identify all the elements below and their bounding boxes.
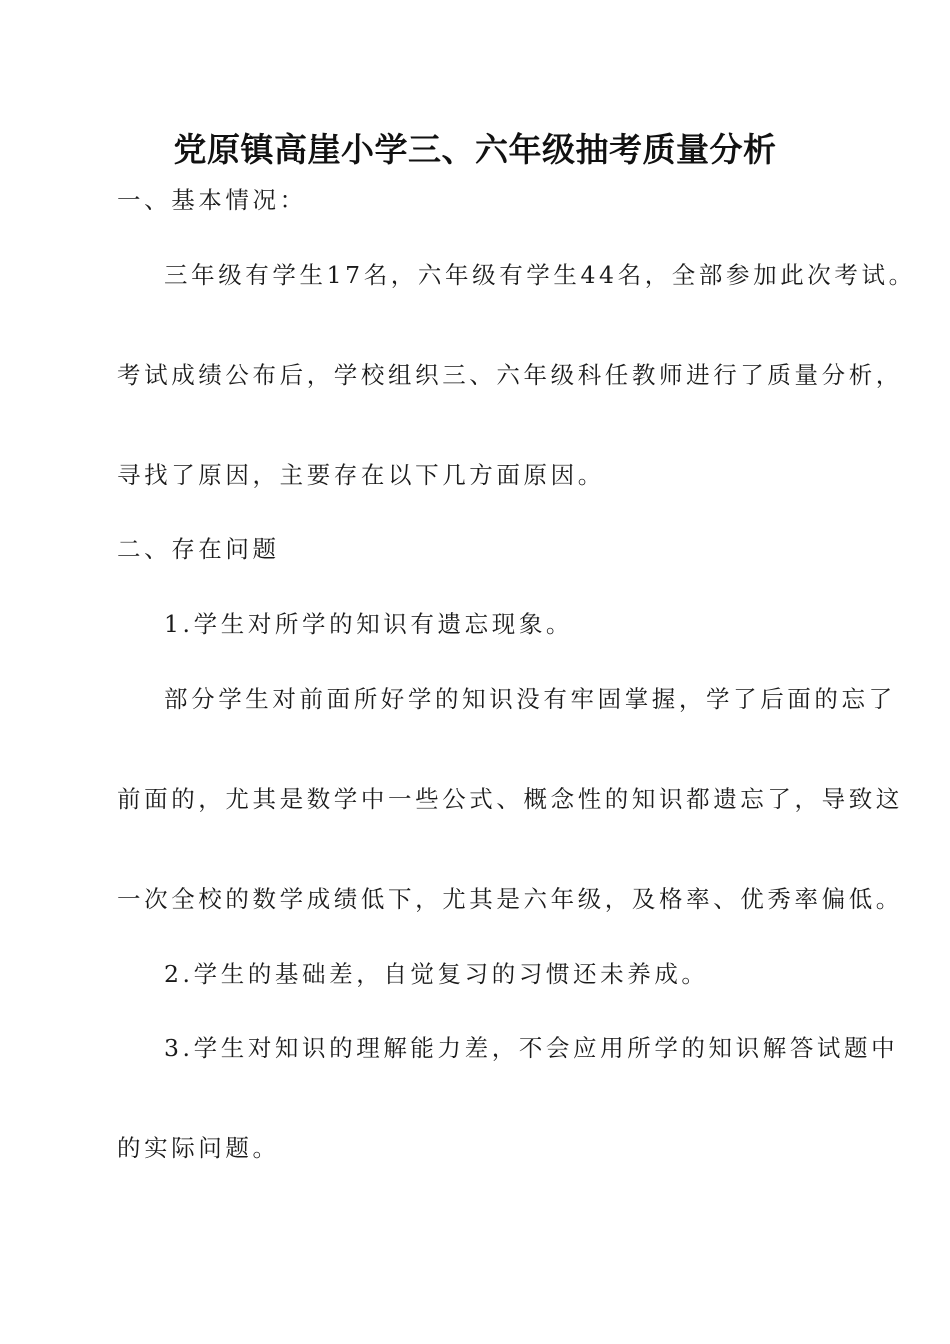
paragraph-line: 寻找了原因，主要存在以下几方面原因。 bbox=[117, 461, 605, 489]
section-heading-problems: 二、存在问题 bbox=[117, 535, 280, 563]
list-item: 1.学生对所学的知识有遗忘现象。 bbox=[164, 610, 574, 638]
section-heading-basic: 一、基本情况： bbox=[117, 186, 307, 214]
paragraph-line: 的实际问题。 bbox=[117, 1134, 280, 1162]
paragraph-line: 前面的，尤其是数学中一些公式、概念性的知识都遗忘了，导致这 bbox=[117, 785, 903, 813]
paragraph-line: 三年级有学生17名，六年级有学生44名，全部参加此次考试。 bbox=[164, 261, 916, 289]
paragraph-line: 考试成绩公布后，学校组织三、六年级科任教师进行了质量分析， bbox=[117, 361, 903, 389]
paragraph-line: 部分学生对前面所好学的知识没有牢固掌握，学了后面的忘了 bbox=[164, 685, 896, 713]
paragraph-line: 一次全校的数学成绩低下，尤其是六年级，及格率、优秀率偏低。 bbox=[117, 885, 903, 913]
document-title: 党原镇高崖小学三、六年级抽考质量分析 bbox=[173, 130, 777, 169]
list-item: 2.学生的基础差，自觉复习的习惯还未养成。 bbox=[164, 960, 709, 988]
list-item: 3.学生对知识的理解能力差，不会应用所学的知识解答试题中 bbox=[164, 1034, 899, 1062]
